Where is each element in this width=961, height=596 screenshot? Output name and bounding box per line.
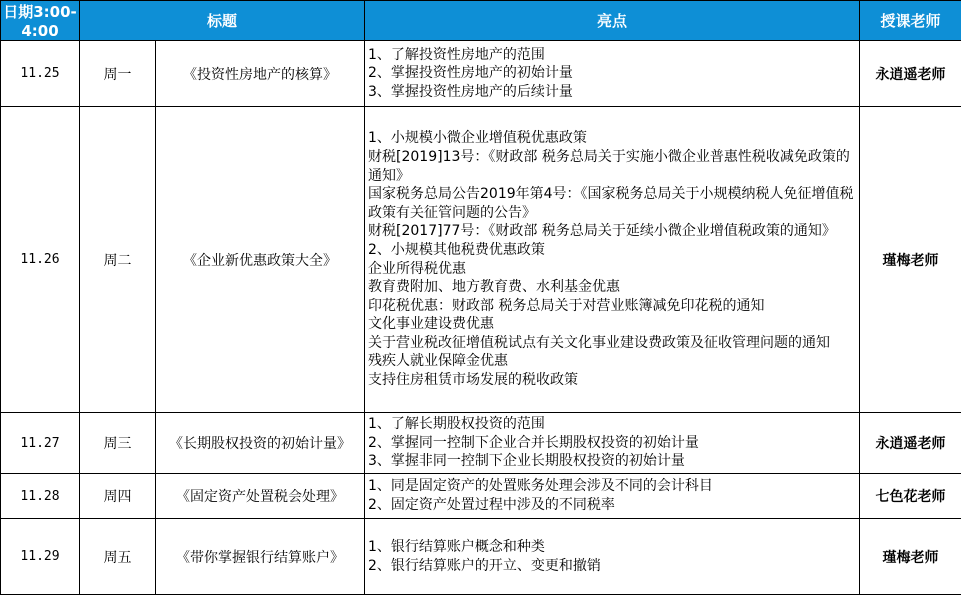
row-date: 11.25 [1, 41, 80, 107]
header-date: 日期3:00-4:00 [1, 1, 80, 41]
row-points [365, 519, 860, 595]
point-line: 3、掌握投资性房地产的后续计量 [368, 83, 573, 100]
row-title: 《长期股权投资的初始计量》 [156, 413, 365, 474]
row-teacher: 永逍遥老师 [860, 413, 961, 474]
table-row [1, 41, 961, 107]
row-teacher: 瑾梅老师 [860, 107, 961, 413]
point-line: 财税[2017]77号：《财政部 税务总局关于延续小微企业增值税政策的通知》 [368, 223, 836, 240]
point-line: 1、银行结算账户概念和种类 [368, 538, 545, 555]
table-row [1, 107, 961, 413]
table-row [1, 474, 961, 519]
point-line: 企业所得税优惠 [368, 260, 467, 277]
point-line: 关于营业税改征增值税试点有关文化事业建设费政策及征收管理问题的通知 [368, 334, 831, 351]
point-line: 3、掌握非同一控制下企业长期股权投资的初始计量 [368, 453, 685, 470]
row-date: 11.28 [1, 474, 80, 519]
row-weekday: 周四 [80, 474, 156, 519]
point-line: 财税[2019]13号：《财政部 税务总局关于实施小微企业普惠性税收减免政策的通知》 [368, 148, 850, 184]
row-date: 11.26 [1, 107, 80, 413]
row-weekday: 周二 [80, 107, 156, 413]
point-line: 支持住房租赁市场发展的税收政策 [368, 372, 579, 389]
header-title: 标题 [80, 1, 365, 41]
row-title: 《固定资产处置税会处理》 [156, 474, 365, 519]
header-teacher: 授课老师 [860, 1, 961, 41]
row-weekday: 周五 [80, 519, 156, 595]
row-date: 11.27 [1, 413, 80, 474]
point-line: 印花税优惠：财政部 税务总局关于对营业账簿减免印花税的通知 [368, 297, 765, 314]
header-points: 亮点 [365, 1, 860, 41]
point-line: 2、小规模其他税费优惠政策 [368, 241, 545, 258]
row-points [365, 474, 860, 519]
row-teacher: 永逍遥老师 [860, 41, 961, 107]
row-weekday: 周三 [80, 413, 156, 474]
point-line: 国家税务总局公告2019年第4号：《国家税务总局关于小规模纳税人免征增值税政策有关征管问题的公告》 [368, 186, 854, 221]
point-line: 1、了解投资性房地产的范围 [368, 46, 545, 63]
table-row [1, 413, 961, 474]
point-line: 2、掌握投资性房地产的初始计量 [368, 65, 573, 82]
point-line: 教育费附加、地方教育费、水利基金优惠 [368, 279, 621, 296]
row-date: 11.29 [1, 519, 80, 595]
row-title: 《带你掌握银行结算账户》 [156, 519, 365, 595]
header-row [1, 1, 961, 41]
point-line: 1、同是固定资产的处置账务处理会涉及不同的会计科目 [368, 478, 713, 495]
point-line: 1、小规模小微企业增值税优惠政策 [368, 130, 587, 147]
point-line: 残疾人就业保障金优惠 [368, 353, 509, 370]
point-line: 2、固定资产处置过程中涉及的不同税率 [368, 497, 615, 513]
row-teacher: 瑾梅老师 [860, 519, 961, 595]
row-title: 《投资性房地产的核算》 [156, 41, 365, 107]
table-row [1, 519, 961, 595]
row-points [365, 107, 860, 413]
row-title: 《企业新优惠政策大全》 [156, 107, 365, 413]
row-weekday: 周一 [80, 41, 156, 107]
point-line: 文化事业建设费优惠 [368, 316, 495, 333]
row-points [365, 41, 860, 107]
point-line: 1、了解长期股权投资的范围 [368, 416, 545, 433]
point-line: 2、银行结算账户的开立、变更和撤销 [368, 557, 601, 574]
point-line: 2、掌握同一控制下企业合并长期股权投资的初始计量 [368, 434, 699, 451]
row-points [365, 413, 860, 474]
row-teacher: 七色花老师 [860, 474, 961, 519]
